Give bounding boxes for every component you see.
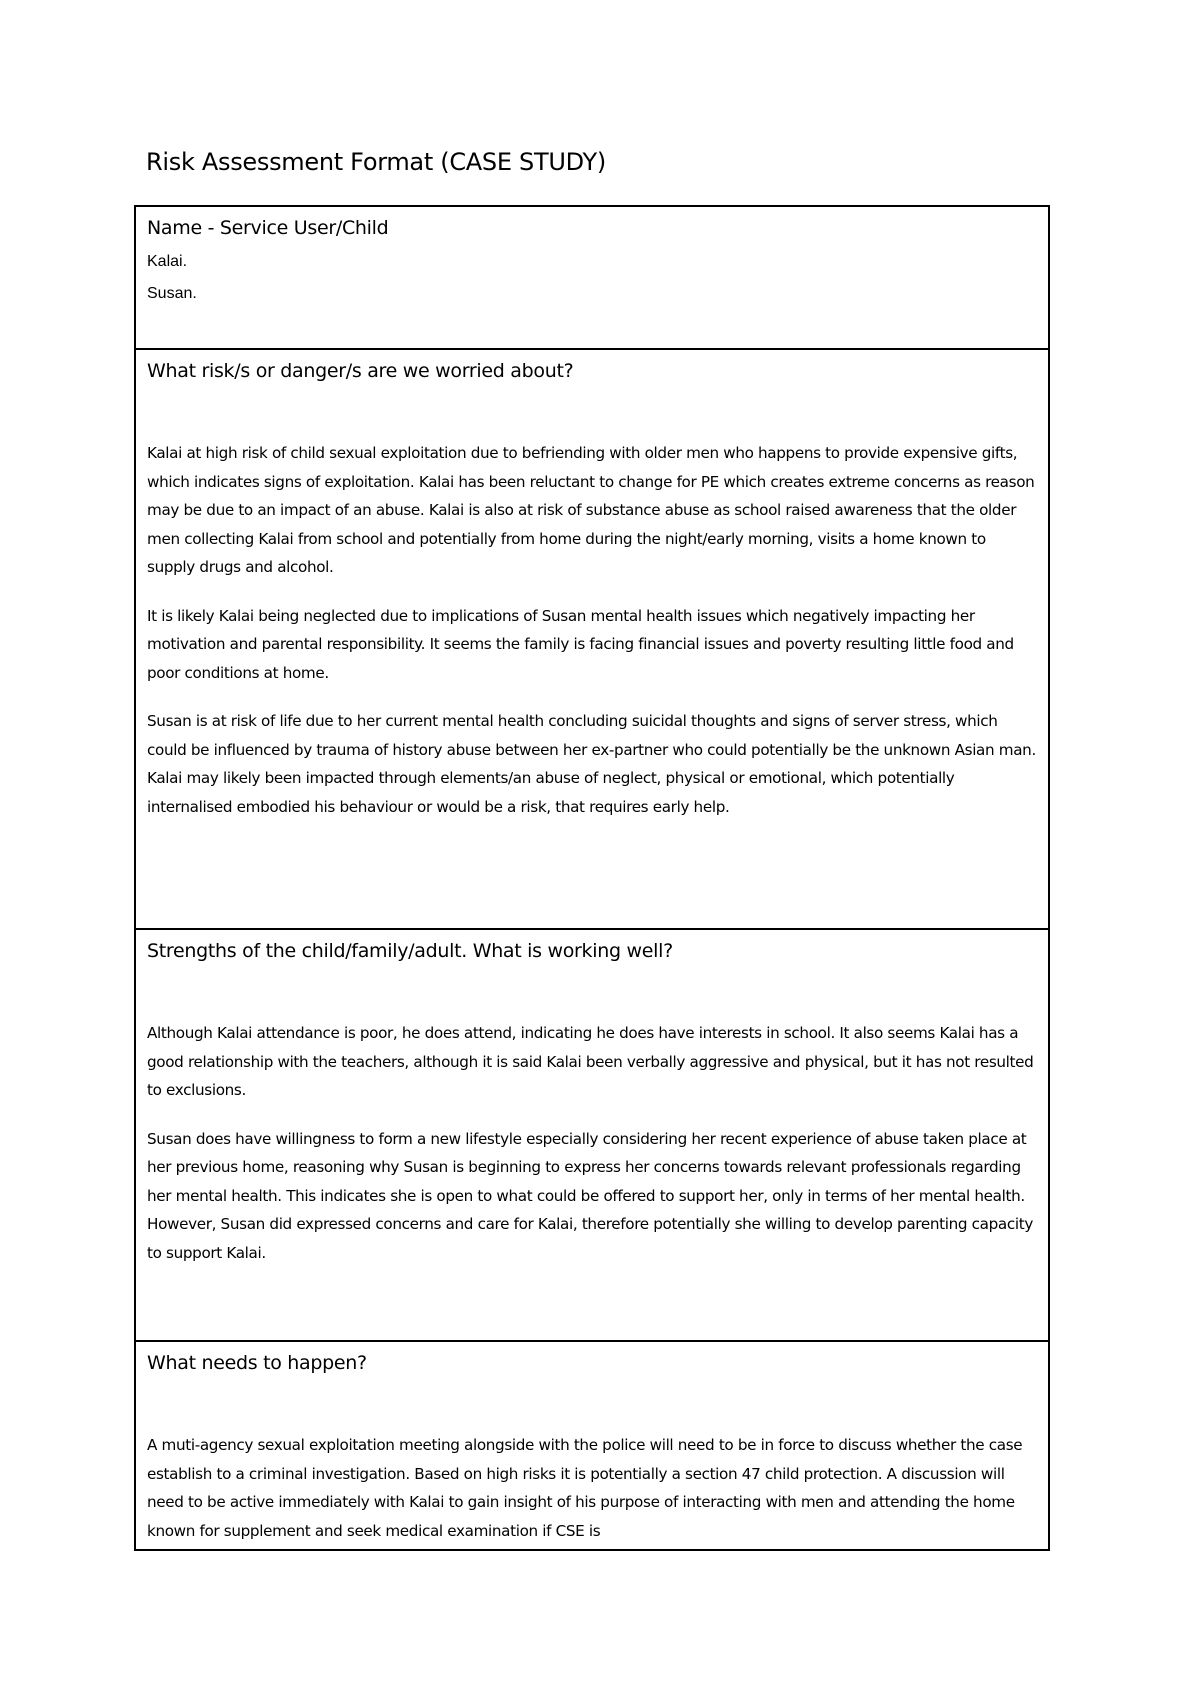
name-section: [136, 207, 1048, 350]
service-user-name: Susan.: [147, 285, 197, 302]
needs-paragraph: A muti-agency sexual exploitation meeting alongside with the police will need to be in force to discuss whether the case establish to a criminal investigation. Based on high risks it is potentially a section 47 child protection. A discussion will need to be active immediately with Kalai to gain insight of his purpose of interacting with men and attending the home known for supplement and seek medical examination if CSE is: [147, 1436, 1023, 1540]
risks-section-heading: What risk/s or danger/s are we worried about?: [147, 360, 574, 382]
strengths-section-heading: Strengths of the child/family/adult. What is working well?: [147, 940, 673, 962]
strengths-paragraph: Although Kalai attendance is poor, he does attend, indicating he does have interests in school. It also seems Kalai has a good relationship with the teachers, although it is said Kalai been verbally aggressive and physical, but it has not resulted to exclusions.: [147, 1024, 1034, 1099]
strengths-section: [136, 930, 1048, 1342]
service-user-name: Kalai.: [147, 253, 188, 270]
risks-section: [136, 350, 1048, 930]
needs-section: [136, 1342, 1048, 1549]
document-title: Risk Assessment Format (CASE STUDY): [146, 148, 606, 176]
name-section-heading: Name - Service User/Child: [147, 217, 389, 239]
strengths-paragraph: Susan does have willingness to form a new lifestyle especially considering her recent experience of abuse taken place at her previous home, reasoning why Susan is beginning to express her concerns towards relevant professionals regarding her mental health. This indicates she is open to what could be offered to support her, only in terms of her mental health. However, Susan did expressed concerns and care for Kalai, therefore potentially she willing to develop parenting capacity to support Kalai.: [147, 1129, 1033, 1262]
risks-paragraph: It is likely Kalai being neglected due to implications of Susan mental health issues which negatively impacting her motivation and parental responsibility. It seems the family is facing financial issues and poverty resulting little food and poor conditions at home.: [147, 606, 1014, 682]
risks-paragraph: Kalai at high risk of child sexual exploitation due to befriending with older men who happens to provide expensive gifts, which indicates signs of exploitation. Kalai has been reluctant to change for PE which creates extreme concerns as reason may be due to an impact of an abuse. Kalai is also at risk of substance abuse as school raised awareness that the older men collecting Kalai from school and potentially from home during the night/early morning, visits a home known to supply drugs and alcohol.: [147, 444, 1035, 576]
risk-assessment-table: [134, 205, 1050, 1551]
risks-paragraph: Susan is at risk of life due to her current mental health concluding suicidal thoughts and signs of server stress, which could be influenced by trauma of history abuse between her ex-partner who could potentially be the unknown Asian man. Kalai may likely been impacted through elements/an abuse of neglect, physical or emotional, which potentially internalised embodied his behaviour or would be a risk, that requires early help.: [147, 712, 1036, 816]
needs-section-heading: What needs to happen?: [147, 1352, 367, 1374]
